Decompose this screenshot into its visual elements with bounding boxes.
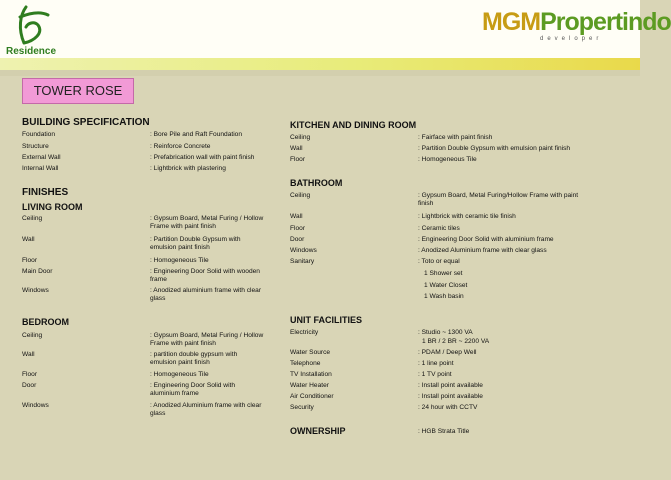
bathroom-label: Floor	[290, 225, 306, 232]
kitchen-heading: KITCHEN AND DINING ROOM	[290, 120, 417, 130]
facility-label: Security	[290, 404, 314, 411]
header-accent-band	[0, 58, 640, 70]
bathroom-value: : Anodized Aluminium frame with clear glass	[418, 247, 547, 254]
tower-title-box	[22, 78, 134, 104]
unit-facilities-heading: UNIT FACILITIES	[290, 315, 362, 325]
spec-value: : Bore Pile and Raft Foundation	[150, 131, 243, 138]
bathroom-label: Ceiling	[290, 192, 311, 199]
living-value: : Anodized aluminium frame with clear glass	[150, 287, 262, 302]
ownership-value: : HGB Strata Title	[418, 428, 470, 435]
bedroom-value: : Engineering Door Solid with aluminium frame	[150, 382, 236, 397]
bedroom-label: Floor	[22, 371, 38, 378]
living-value: : Partition Double Gypsum with emulsion paint finish	[150, 236, 241, 251]
sanitary-item: 1 Shower set	[424, 270, 463, 277]
spec-value: : Reinforce Concrete	[150, 143, 211, 150]
bathroom-value: : Engineering Door Solid with aluminium frame	[418, 236, 554, 243]
bedroom-label: Door	[22, 382, 37, 389]
bedroom-value: : Homogeneous Tile	[150, 371, 209, 378]
residence-logo-text: Residence	[6, 46, 57, 57]
facility-label: TV Installation	[290, 371, 332, 378]
bedroom-label: Ceiling	[22, 332, 43, 339]
bathroom-label: Windows	[290, 247, 317, 254]
developer-logo	[482, 8, 671, 36]
page-title: TOWER ROSE	[33, 83, 123, 98]
bathroom-label: Sanitary	[290, 258, 315, 265]
facility-label: Water Source	[290, 349, 331, 356]
living-label: Wall	[22, 236, 35, 243]
bathroom-heading: BATHROOM	[290, 178, 343, 188]
facility-label: Water Heater	[290, 382, 329, 389]
kitchen-label: Floor	[290, 156, 306, 163]
bathroom-value: : Ceramic tiles	[418, 225, 460, 232]
bathroom-value: : Lightbrick with ceramic tile finish	[418, 213, 516, 220]
developer-logo-subtitle: developer	[540, 36, 603, 42]
kitchen-value: : Homogeneous Tile	[418, 156, 477, 163]
living-label: Windows	[22, 287, 49, 294]
facility-value: : PDAM / Deep Well	[418, 349, 477, 356]
bedroom-label: Windows	[22, 402, 49, 409]
header-shadow-band	[0, 70, 640, 76]
facility-value: : Install point available	[418, 382, 483, 389]
living-label: Floor	[22, 257, 38, 264]
kitchen-label: Ceiling	[290, 134, 311, 141]
spec-label: Foundation	[22, 131, 55, 138]
facility-label: Telephone	[290, 360, 321, 367]
bathroom-label: Door	[290, 236, 305, 243]
developer-logo-part2: Propertindo	[540, 8, 671, 36]
living-label: Ceiling	[22, 215, 43, 222]
bathroom-label: Wall	[290, 213, 303, 220]
living-label: Main Door	[22, 268, 53, 275]
bedroom-heading: BEDROOM	[22, 317, 69, 327]
facility-value: : 1 line point	[418, 360, 454, 367]
facility-value: : 24 hour with CCTV	[418, 404, 478, 411]
building-spec-heading: BUILDING SPECIFICATION	[22, 117, 150, 128]
spec-label: External Wall	[22, 154, 61, 161]
living-value: : Homogeneous Tile	[150, 257, 209, 264]
spec-label: Internal Wall	[22, 165, 59, 172]
kitchen-label: Wall	[290, 145, 303, 152]
bathroom-value: : Gypsum Board, Metal Furing/Hollow Frame with paint finish	[418, 192, 579, 207]
facility-label: Electricity	[290, 329, 319, 336]
sanitary-item: 1 Water Closet	[424, 282, 468, 289]
b-residence-logo-icon	[10, 3, 54, 47]
sanitary-item: 1 Wash basin	[424, 293, 464, 300]
ownership-heading: OWNERSHIP	[290, 426, 346, 436]
bedroom-value: : partition double gypsum with emulsion paint finish	[150, 351, 238, 366]
bedroom-value: : Anodized Aluminium frame with clear glass	[150, 402, 262, 417]
facility-value: : Install point available	[418, 393, 483, 400]
facility-label: Air Conditioner	[290, 393, 334, 400]
developer-logo-part1: MGM	[482, 8, 541, 36]
spec-label: Structure	[22, 143, 49, 150]
bathroom-value: : Toto or equal	[418, 258, 460, 265]
living-value: : Engineering Door Solid with wooden frame	[150, 268, 260, 283]
facility-value: : 1 TV point	[418, 371, 452, 378]
facility-value: 1 BR / 2 BR ~ 2200 VA	[422, 338, 490, 345]
facility-value: : Studio ~ 1300 VA	[418, 329, 473, 336]
kitchen-value: : Fairface with paint finish	[418, 134, 493, 141]
spec-value: : Prefabrication wall with paint finish	[150, 154, 255, 161]
spec-value: : Lightbrick with plastering	[150, 165, 226, 172]
finishes-heading: FINISHES	[22, 187, 69, 198]
kitchen-value: : Partition Double Gypsum with emulsion paint finish	[418, 145, 571, 152]
living-value: : Gypsum Board, Metal Furing / Hollow Frame with paint finish	[150, 215, 264, 230]
bedroom-value: : Gypsum Board, Metal Furing / Hollow Frame with paint finish	[150, 332, 264, 347]
living-room-heading: LIVING ROOM	[22, 202, 83, 212]
bedroom-label: Wall	[22, 351, 35, 358]
